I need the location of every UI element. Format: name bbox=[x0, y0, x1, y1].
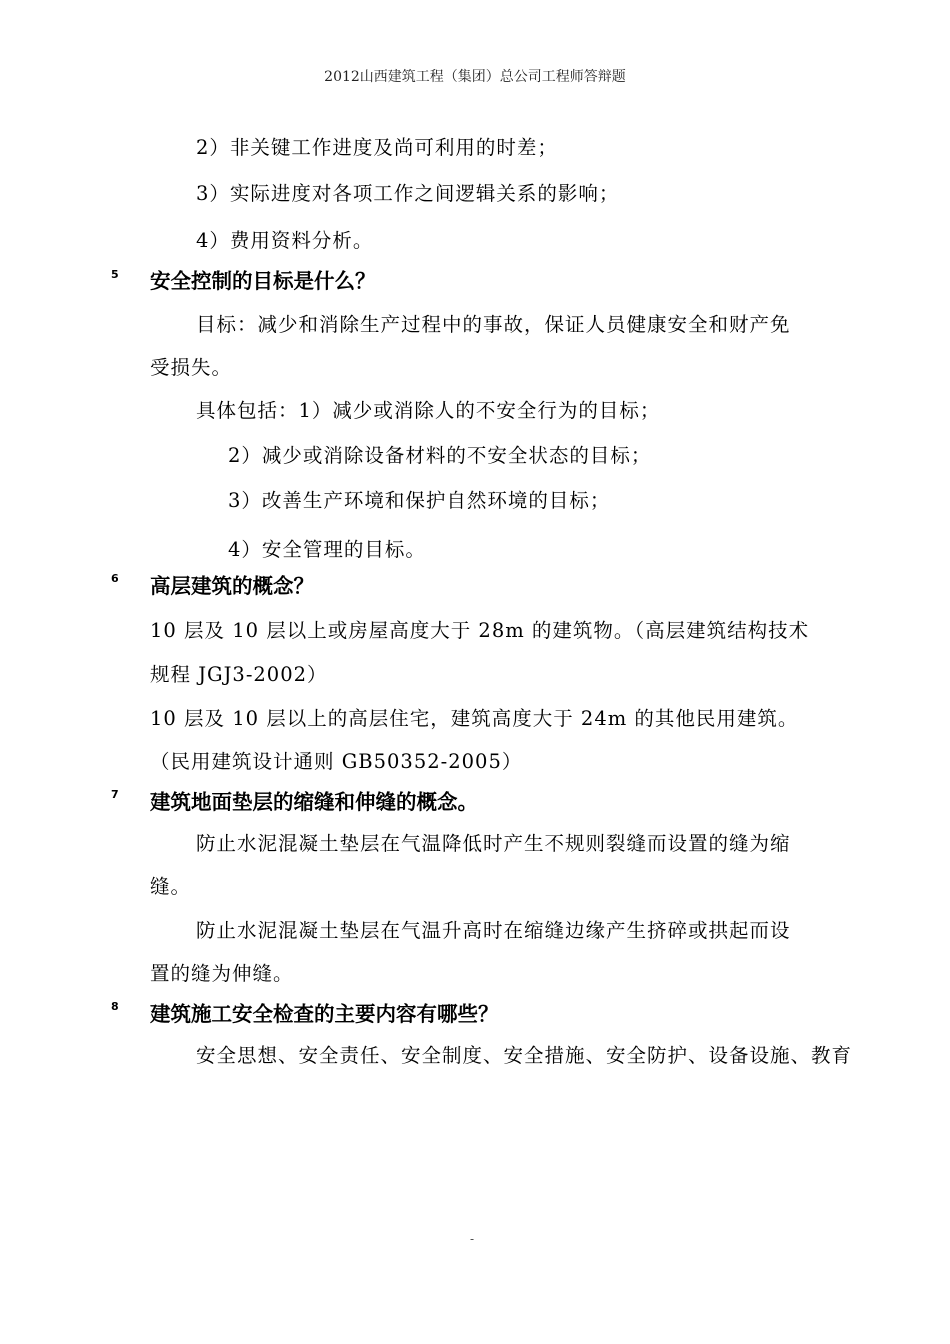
list-item: 3）实际进度对各项工作之间逻辑关系的影响； bbox=[196, 182, 620, 205]
list-item: 4）安全管理的目标。 bbox=[228, 538, 426, 561]
paragraph-line: （民用建筑设计通则 GB50352-2005） bbox=[150, 750, 523, 773]
question-number: 6 bbox=[111, 572, 119, 585]
paragraph-line: 目标：减少和消除生产过程中的事故，保证人员健康安全和财产免 bbox=[196, 313, 791, 336]
question-heading: 高层建筑的概念？ bbox=[150, 574, 314, 598]
paragraph-line: 防止水泥混凝土垫层在气温升高时在缩缝边缘产生挤碎或拱起而设 bbox=[196, 919, 791, 942]
paragraph-line: 规程 JGJ3-2002） bbox=[150, 663, 328, 686]
paragraph-line: 缝。 bbox=[150, 875, 192, 898]
paragraph-line: 具体包括：1）减少或消除人的不安全行为的目标； bbox=[196, 399, 661, 422]
paragraph-line: 10 层及 10 层以上的高层住宅，建筑高度大于 24m 的其他民用建筑。 bbox=[150, 707, 799, 730]
paragraph-line: 10 层及 10 层以上或房屋高度大于 28m 的建筑物。（高层建筑结构技术 bbox=[150, 619, 810, 642]
list-item: 2）减少或消除设备材料的不安全状态的目标； bbox=[228, 444, 652, 467]
paragraph-line: 受损失。 bbox=[150, 356, 233, 379]
page-header: 2012山西建筑工程（集团）总公司工程师答辩题 bbox=[324, 69, 626, 85]
question-number: 7 bbox=[111, 788, 119, 801]
list-item: 2）非关键工作进度及尚可利用的时差； bbox=[196, 136, 558, 159]
list-item: 3）改善生产环境和保护自然环境的目标； bbox=[228, 489, 611, 512]
question-number: 8 bbox=[111, 1000, 119, 1013]
list-item: 4）费用资料分析。 bbox=[196, 229, 374, 252]
question-heading: 安全控制的目标是什么？ bbox=[150, 269, 376, 293]
question-heading: 建筑地面垫层的缩缝和伸缝的概念。 bbox=[150, 790, 478, 814]
paragraph-line: 安全思想、安全责任、安全制度、安全措施、安全防护、设备设施、教育 bbox=[196, 1044, 853, 1067]
paragraph-line: 防止水泥混凝土垫层在气温降低时产生不规则裂缝而设置的缝为缩 bbox=[196, 832, 791, 855]
question-number: 5 bbox=[111, 268, 119, 281]
page-footer-mark: - bbox=[470, 1232, 475, 1246]
paragraph-line: 置的缝为伸缝。 bbox=[150, 962, 294, 985]
question-heading: 建筑施工安全检查的主要内容有哪些？ bbox=[150, 1002, 499, 1026]
